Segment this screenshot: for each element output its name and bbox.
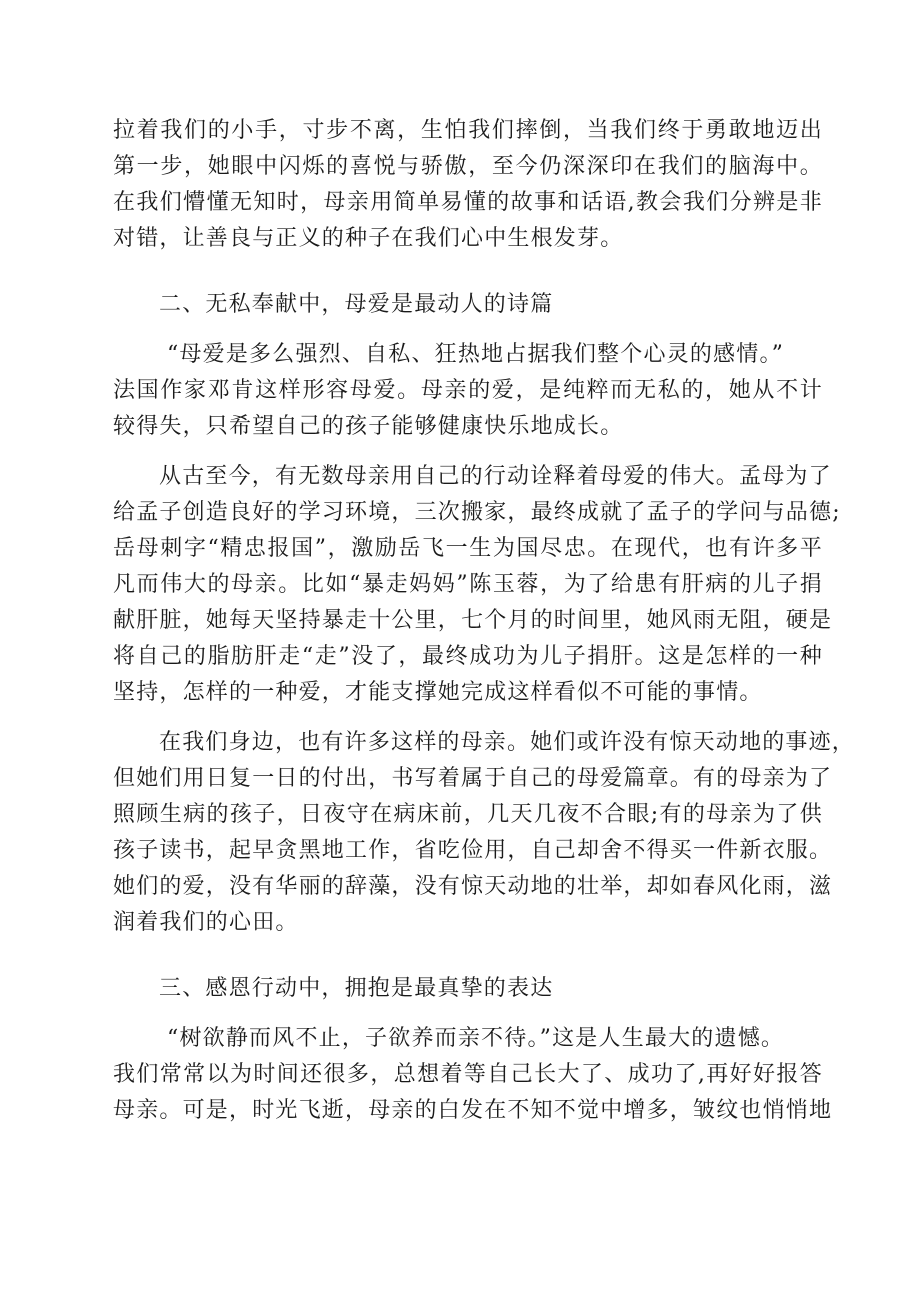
text-line: 拉着我们的小手，寸步不离，生怕我们摔倒，当我们终于勇敢地迈出 (113, 118, 823, 143)
text-line: 我们常常以为时间还很多，总想着等自己长大了、成功了,再好好报答 (113, 1062, 823, 1087)
text-line: 在我们懵懂无知时，母亲用简单易懂的故事和话语,教会我们分辨是非 (113, 190, 823, 215)
text-line: 凡而伟大的母亲。比如“暴走妈妈”陈玉蓉，为了给患有肝病的儿子捐 (113, 572, 823, 597)
text-line: 孩子读书，起早贪黑地工作，省吃俭用，自己却舍不得买一件新衣服。 (113, 838, 833, 863)
text-line: 第一步，她眼中闪烁的喜悦与骄傲，至今仍深深印在我们的脑海中。 (113, 154, 823, 179)
paragraph-upbringing (113, 113, 823, 257)
text-line: 润着我们的心田。 (113, 910, 299, 935)
text-line: 将自己的脂肪肝走“走”没了，最终成功为儿子捐肝。这是怎样的一种 (113, 644, 823, 669)
text-line: “母爱是多么强烈、自私、狂热地占据我们整个心灵的感情。” (167, 342, 785, 367)
text-line: 母亲。可是，时光飞逝，母亲的白发在不知不觉中增多，皱纹也悄悄地 (113, 1098, 833, 1123)
text-line: 但她们用日复一日的付出，书写着属于自己的母爱篇章。有的母亲为了 (113, 766, 833, 791)
paragraph-duncan-quote (113, 337, 823, 445)
paragraph-ordinary-mothers (113, 725, 856, 941)
text-line: 献肝脏，她每天坚持暴走十公里，七个月的时间里，她风雨无阻，硬是 (113, 608, 833, 633)
section-heading-2: 二、无私奉献中，母爱是最动人的诗篇 (159, 292, 554, 317)
text-line: 从古至今，有无数母亲用自己的行动诠释着母爱的伟大。孟母为了 (159, 464, 832, 489)
text-line: 在我们身边，也有许多这样的母亲。她们或许没有惊天动地的事迹， (159, 730, 856, 755)
text-line: 岳母刺字“精忠报国”，激励岳飞一生为国尽忠。在现代，也有许多平 (113, 536, 823, 561)
document-page (113, 113, 856, 1129)
paragraph-historic-mothers (113, 459, 841, 711)
text-line: 她们的爱，没有华丽的辞藻，没有惊天动地的壮举，却如春风化雨，滋 (113, 874, 833, 899)
section-heading-3: 三、感恩行动中，拥抱是最真挚的表达 (159, 976, 554, 1001)
paragraph-gratitude (113, 1021, 833, 1129)
text-line: 法国作家邓肯这样形容母爱。母亲的爱，是纯粹而无私的，她从不计 (113, 378, 823, 403)
text-line: “树欲静而风不止，子欲养而亲不待。”这是人生最大的遗憾。 (167, 1026, 785, 1051)
text-line: 给孟子创造良好的学习环境，三次搬家，最终成就了孟子的学问与品德; (113, 500, 841, 525)
text-line: 照顾生病的孩子，日夜守在病床前，几天几夜不合眼;有的母亲为了供 (113, 802, 823, 827)
text-line: 坚持，怎样的一种爱，才能支撑她完成这样看似不可能的事情。 (113, 680, 763, 705)
text-line: 较得失，只希望自己的孩子能够健康快乐地成长。 (113, 414, 624, 439)
text-line: 对错，让善良与正义的种子在我们心中生根发芽。 (113, 226, 624, 251)
